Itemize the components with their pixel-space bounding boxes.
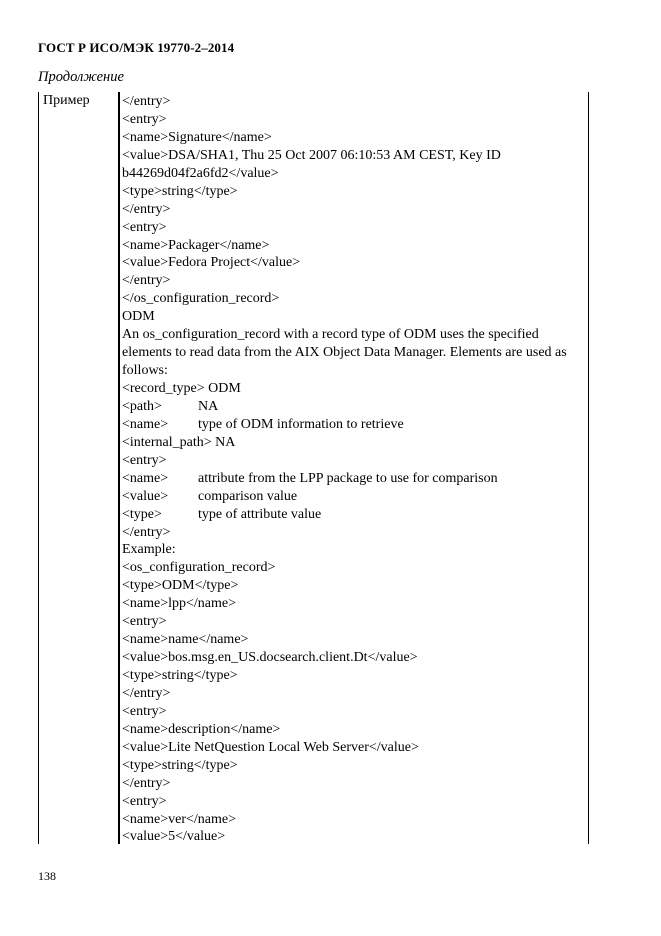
- definition-key: <value>: [122, 488, 169, 504]
- definition-row: [122, 470, 586, 488]
- definition-key: <name>: [122, 470, 169, 486]
- code-line: <name>Packager</name>: [122, 237, 270, 253]
- definition-row: [122, 506, 586, 524]
- table-right-border: [588, 92, 589, 844]
- code-line: </entry>: [122, 685, 171, 701]
- code-line: <name>ver</name>: [122, 811, 236, 827]
- continuation-label: Продолжение: [38, 69, 124, 85]
- internal-path-line: <internal_path> NA: [122, 434, 236, 450]
- code-line: <value>DSA/SHA1, Thu 25 Oct 2007 06:10:53 AM CEST, Key ID: [122, 147, 501, 163]
- definition-value: NA: [198, 398, 219, 414]
- example-content: [122, 93, 586, 846]
- code-line: <entry>: [122, 111, 167, 127]
- definitions-list-a: [122, 398, 586, 434]
- code-line: <name>name</name>: [122, 632, 249, 648]
- definition-value: comparison value: [198, 488, 298, 504]
- code-line: <type>string</type>: [122, 183, 238, 199]
- code-line: </os_configuration_record>: [122, 291, 280, 307]
- code-block-b: [122, 524, 586, 847]
- code-line: <value>bos.msg.en_US.docsearch.client.Dt</value>: [122, 650, 418, 666]
- code-line: </entry>: [122, 273, 171, 289]
- definition-row: [122, 416, 586, 434]
- code-line: <entry>: [122, 614, 167, 630]
- code-line: <entry>: [122, 219, 167, 235]
- code-line: <entry>: [122, 703, 167, 719]
- code-line: </entry>: [122, 775, 171, 791]
- document-header: ГОСТ Р ИСО/МЭК 19770-2–2014: [38, 40, 235, 55]
- page-number: 138: [38, 869, 56, 883]
- code-line: <os_configuration_record>: [122, 560, 276, 576]
- code-line: </entry>: [122, 524, 171, 540]
- odm-description-paragraph: An os_configuration_record with a record type of ODM uses the specified elements to read data from the AIX Object Data Manager. Elements are used as follows:: [122, 327, 567, 379]
- code-line: <name>Signature</name>: [122, 129, 272, 145]
- code-line: </entry>: [122, 201, 171, 217]
- definition-value: attribute from the LPP package to use for comparison: [198, 470, 498, 486]
- code-line: <value>Lite NetQuestion Local Web Server</value>: [122, 739, 419, 755]
- entry-open-line: <entry>: [122, 452, 167, 468]
- example-label: Пример: [43, 93, 90, 108]
- definition-row: [122, 398, 586, 416]
- code-line: Example:: [122, 542, 176, 558]
- definition-value: type of attribute value: [198, 506, 322, 522]
- code-line: <value>Fedora Project</value>: [122, 255, 301, 271]
- definition-key: <type>: [122, 506, 162, 522]
- example-table: [38, 92, 589, 844]
- code-line: <name>lpp</name>: [122, 596, 236, 612]
- code-line: </entry>: [122, 94, 171, 109]
- code-line: <type>string</type>: [122, 668, 238, 684]
- code-block-a: [122, 93, 586, 326]
- code-line: ODM: [122, 309, 155, 325]
- table-column-divider: [118, 92, 120, 844]
- record-type-line: <record_type> ODM: [122, 381, 241, 397]
- code-line: <entry>: [122, 793, 167, 809]
- table-left-border: [38, 92, 39, 844]
- code-line: <value>5</value>: [122, 829, 226, 845]
- definitions-list-b: [122, 470, 586, 524]
- definition-key: <path>: [122, 398, 162, 414]
- code-line: <type>string</type>: [122, 757, 238, 773]
- definition-row: [122, 488, 586, 506]
- definition-value: type of ODM information to retrieve: [198, 416, 404, 432]
- definition-key: <name>: [122, 416, 169, 432]
- code-line: b44269d04f2a6fd2</value>: [122, 165, 279, 181]
- code-line: <name>description</name>: [122, 721, 281, 737]
- code-line: <type>ODM</type>: [122, 578, 239, 594]
